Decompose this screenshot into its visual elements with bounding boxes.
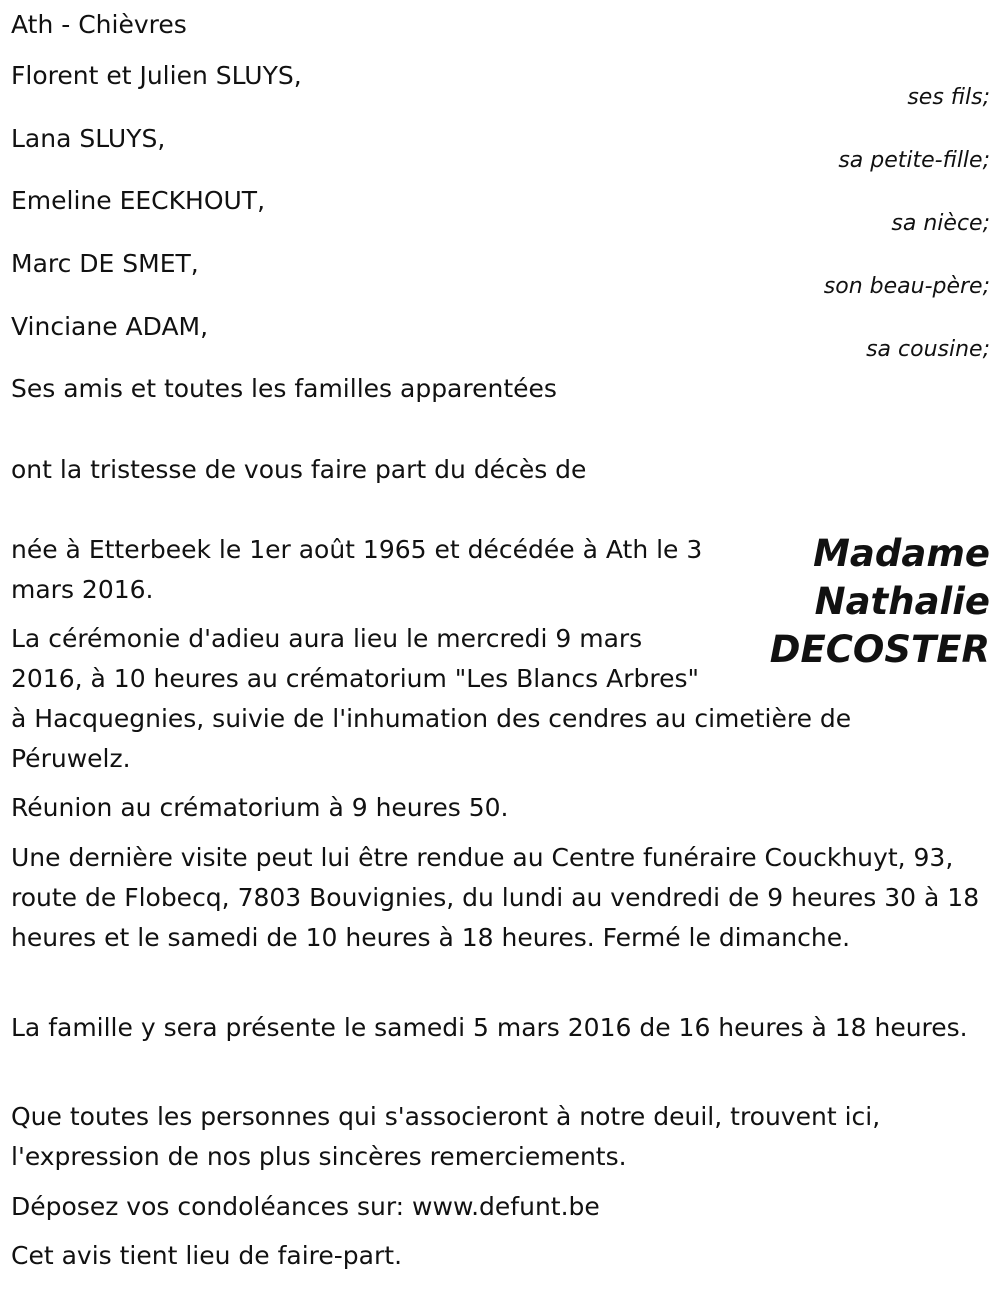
family-member-relation: sa cousine;: [866, 337, 990, 362]
deceased-last-name: DECOSTER: [769, 628, 990, 671]
family-member-relation: ses fils;: [907, 85, 990, 110]
deceased-first-name: Nathalie: [814, 580, 990, 623]
family-presence-text: La famille y sera présente le samedi 5 mars 2016 de 16 heures à 18 heures.: [11, 1013, 968, 1042]
family-member-relation: sa petite-fille;: [838, 148, 990, 173]
ceremony-line: Péruwelz.: [11, 744, 131, 773]
ceremony-line: à Hacquegnies, suivie de l'inhumation des cendres au cimetière de: [11, 704, 852, 733]
family-member-name: Vinciane ADAM,: [11, 312, 209, 341]
condolences-text: Déposez vos condoléances sur: www.defunt.be: [11, 1192, 600, 1221]
announce-line: ont la tristesse de vous faire part du décès de: [11, 455, 587, 484]
deceased-name: [770, 530, 990, 674]
notice-text: Cet avis tient lieu de faire-part.: [11, 1241, 403, 1270]
family-member-name: Emeline EECKHOUT,: [11, 186, 266, 215]
thanks-text: Que toutes les personnes qui s'associeront à notre deuil, trouvent ici, l'expression de nos plus sincères remerciements.: [11, 1102, 881, 1171]
visit-text: Une dernière visite peut lui être rendue au Centre funéraire Couckhuyt, 93, route de Flobecq, 7803 Bouvignies, du lundi au vendredi de 9 heures 30 à 18 heures et le samedi de 10 heures à 18 heures. Fermé le dimanche.: [11, 843, 980, 952]
location-header: Ath - Chièvres: [11, 10, 187, 39]
reunion-text: Réunion au crématorium à 9 heures 50.: [11, 793, 509, 822]
deceased-title: Madame: [813, 532, 990, 575]
family-member-relation: son beau-père;: [823, 274, 990, 299]
birth-death-line: née à Etterbeek le 1er août 1965 et décédée à Ath le 3: [11, 535, 703, 564]
birth-death-line: mars 2016.: [11, 575, 154, 604]
family-member-relation: sa nièce;: [891, 211, 990, 236]
ceremony-line: 2016, à 10 heures au crématorium "Les Blancs Arbres": [11, 664, 700, 693]
family-member-name: Lana SLUYS,: [11, 124, 166, 153]
family-member-name: Florent et Julien SLUYS,: [11, 61, 302, 90]
friends-line: Ses amis et toutes les familles apparentées: [11, 374, 557, 403]
ceremony-line: La cérémonie d'adieu aura lieu le mercredi 9 mars: [11, 624, 643, 653]
family-member-name: Marc DE SMET,: [11, 249, 199, 278]
